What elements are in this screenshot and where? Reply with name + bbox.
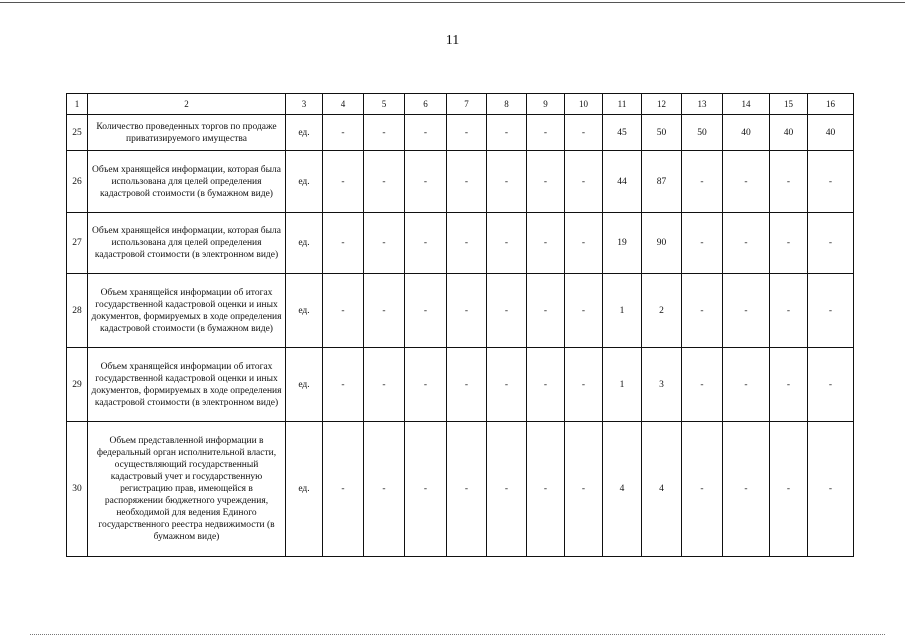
row-value: - <box>527 213 565 274</box>
column-header: 16 <box>808 94 854 115</box>
column-header: 10 <box>565 94 603 115</box>
row-value: - <box>682 274 723 348</box>
row-value: 4 <box>603 422 642 557</box>
row-value: - <box>682 348 723 422</box>
row-number: 29 <box>67 348 88 422</box>
page-number: 11 <box>445 33 460 48</box>
row-value: - <box>565 213 603 274</box>
table-row <box>67 115 854 151</box>
row-value: 90 <box>642 213 682 274</box>
table-row <box>67 151 854 213</box>
row-value: - <box>723 151 770 213</box>
column-header: 13 <box>682 94 723 115</box>
table-row <box>67 422 854 557</box>
row-value: - <box>487 348 527 422</box>
row-value: - <box>565 348 603 422</box>
row-value: - <box>364 348 405 422</box>
row-value: 50 <box>642 115 682 151</box>
row-value: - <box>323 115 364 151</box>
row-value: - <box>527 422 565 557</box>
row-number: 28 <box>67 274 88 348</box>
row-value: - <box>323 151 364 213</box>
top-rule <box>0 2 905 3</box>
row-value: - <box>405 213 447 274</box>
row-description: Объем хранящейся информации об итогах государственной кадастровой оценки и иных документов, формируемых в ходе определения кадастровой стоимости (в бумажном виде) <box>88 274 286 348</box>
row-value: - <box>323 274 364 348</box>
row-value: - <box>808 213 854 274</box>
row-value: - <box>447 274 487 348</box>
row-value: 45 <box>603 115 642 151</box>
bottom-rule <box>30 634 885 635</box>
row-value: - <box>723 348 770 422</box>
row-value: 4 <box>642 422 682 557</box>
column-header: 9 <box>527 94 565 115</box>
row-value: 40 <box>808 115 854 151</box>
row-unit: ед. <box>286 274 323 348</box>
row-value: - <box>723 422 770 557</box>
row-value: - <box>565 422 603 557</box>
row-value: - <box>405 348 447 422</box>
row-value: 19 <box>603 213 642 274</box>
row-value: - <box>527 274 565 348</box>
column-header: 4 <box>323 94 364 115</box>
row-number: 25 <box>67 115 88 151</box>
row-value: - <box>447 151 487 213</box>
row-value: - <box>682 422 723 557</box>
column-header: 8 <box>487 94 527 115</box>
row-value: - <box>682 151 723 213</box>
table-row <box>67 348 854 422</box>
row-value: - <box>405 274 447 348</box>
row-value: - <box>447 213 487 274</box>
row-value: - <box>447 348 487 422</box>
row-value: - <box>323 213 364 274</box>
row-value: - <box>808 348 854 422</box>
row-value: - <box>323 348 364 422</box>
row-unit: ед. <box>286 213 323 274</box>
row-value: 2 <box>642 274 682 348</box>
row-value: - <box>565 115 603 151</box>
column-header: 1 <box>67 94 88 115</box>
row-value: - <box>364 213 405 274</box>
row-value: - <box>527 348 565 422</box>
column-header: 12 <box>642 94 682 115</box>
row-value: - <box>364 151 405 213</box>
row-description: Объем хранящейся информации, которая была использована для целей определения кадастровой стоимости (в бумажном виде) <box>88 151 286 213</box>
row-value: 3 <box>642 348 682 422</box>
row-value: - <box>723 213 770 274</box>
row-value: - <box>487 274 527 348</box>
row-value: - <box>527 115 565 151</box>
row-number: 30 <box>67 422 88 557</box>
table-row <box>67 213 854 274</box>
row-number: 26 <box>67 151 88 213</box>
row-unit: ед. <box>286 115 323 151</box>
column-header: 14 <box>723 94 770 115</box>
row-value: - <box>364 115 405 151</box>
row-value: 1 <box>603 274 642 348</box>
row-value: - <box>447 115 487 151</box>
row-value: - <box>770 274 808 348</box>
row-description: Объем хранящейся информации, которая была использована для целей определения кадастровой стоимости (в электронном виде) <box>88 213 286 274</box>
row-value: - <box>808 151 854 213</box>
row-unit: ед. <box>286 422 323 557</box>
column-header: 6 <box>405 94 447 115</box>
table-header-row <box>67 94 854 115</box>
column-header: 3 <box>286 94 323 115</box>
row-value: - <box>770 213 808 274</box>
row-value: - <box>447 422 487 557</box>
row-value: - <box>323 422 364 557</box>
indicators-table <box>66 93 854 557</box>
row-number: 27 <box>67 213 88 274</box>
row-value: - <box>487 422 527 557</box>
row-value: - <box>364 422 405 557</box>
row-value: 40 <box>723 115 770 151</box>
row-value: - <box>487 213 527 274</box>
row-value: - <box>770 151 808 213</box>
row-description: Объем представленной информации в федеральный орган исполнительной власти, осуществляющий государственный кадастровый учет и государственную регистрацию прав, имеющейся в распоряжении бюджетного учреждения, необходимой для ведения Единого государственного реестра недвижимости (в бумажном виде) <box>88 422 286 557</box>
column-header: 2 <box>88 94 286 115</box>
row-value: 44 <box>603 151 642 213</box>
row-value: 1 <box>603 348 642 422</box>
row-description: Количество проведенных торгов по продаже приватизируемого имущества <box>88 115 286 151</box>
row-description: Объем хранящейся информации об итогах государственной кадастровой оценки и иных документов, формируемых в ходе определения кадастровой стоимости (в электронном виде) <box>88 348 286 422</box>
row-value: - <box>808 422 854 557</box>
row-value: - <box>487 115 527 151</box>
row-value: - <box>364 274 405 348</box>
row-value: - <box>770 422 808 557</box>
row-value: - <box>565 151 603 213</box>
column-header: 5 <box>364 94 405 115</box>
row-value: - <box>723 274 770 348</box>
row-value: - <box>682 213 723 274</box>
column-header: 15 <box>770 94 808 115</box>
row-value: - <box>405 151 447 213</box>
row-value: - <box>527 151 565 213</box>
row-unit: ед. <box>286 151 323 213</box>
table-row <box>67 274 854 348</box>
row-value: 87 <box>642 151 682 213</box>
column-header: 7 <box>447 94 487 115</box>
row-value: - <box>808 274 854 348</box>
row-value: 50 <box>682 115 723 151</box>
row-value: - <box>565 274 603 348</box>
row-value: - <box>405 422 447 557</box>
row-value: - <box>770 348 808 422</box>
row-value: 40 <box>770 115 808 151</box>
column-header: 11 <box>603 94 642 115</box>
row-value: - <box>487 151 527 213</box>
row-value: - <box>405 115 447 151</box>
row-unit: ед. <box>286 348 323 422</box>
